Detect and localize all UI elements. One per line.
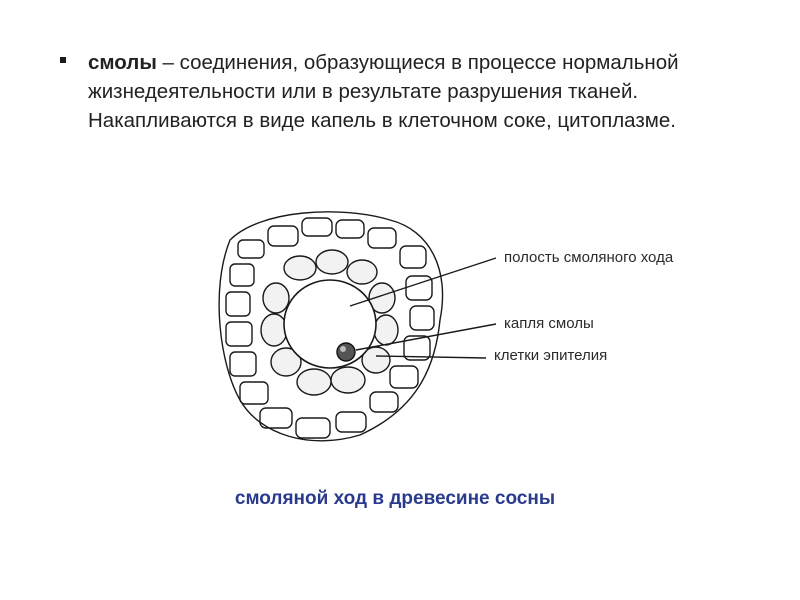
figure-caption [0, 488, 800, 510]
label-droplet: капля смолы [504, 315, 594, 332]
label-epithelium: клетки эпителия [494, 347, 608, 364]
bullet-text [88, 48, 740, 135]
label-cavity: полость смоляного хода [504, 249, 674, 266]
caption-text: смоляной ход в древесине сосны [234, 488, 556, 509]
duct-cavity [284, 280, 376, 368]
resin-duct-illustration [200, 200, 740, 460]
bullet-term: смолы [88, 51, 157, 74]
bullet-definition: – соединения, образующиеся в процессе нормальной жизнедеятельности или в результате разрушения тканей. Накапливаются в виде капель в клеточном соке, цитоплазме. [88, 51, 679, 132]
resin-droplet [337, 343, 355, 361]
bullet-item [60, 48, 740, 135]
bullet-marker [60, 57, 66, 63]
leader-line-epithelium [376, 356, 486, 358]
